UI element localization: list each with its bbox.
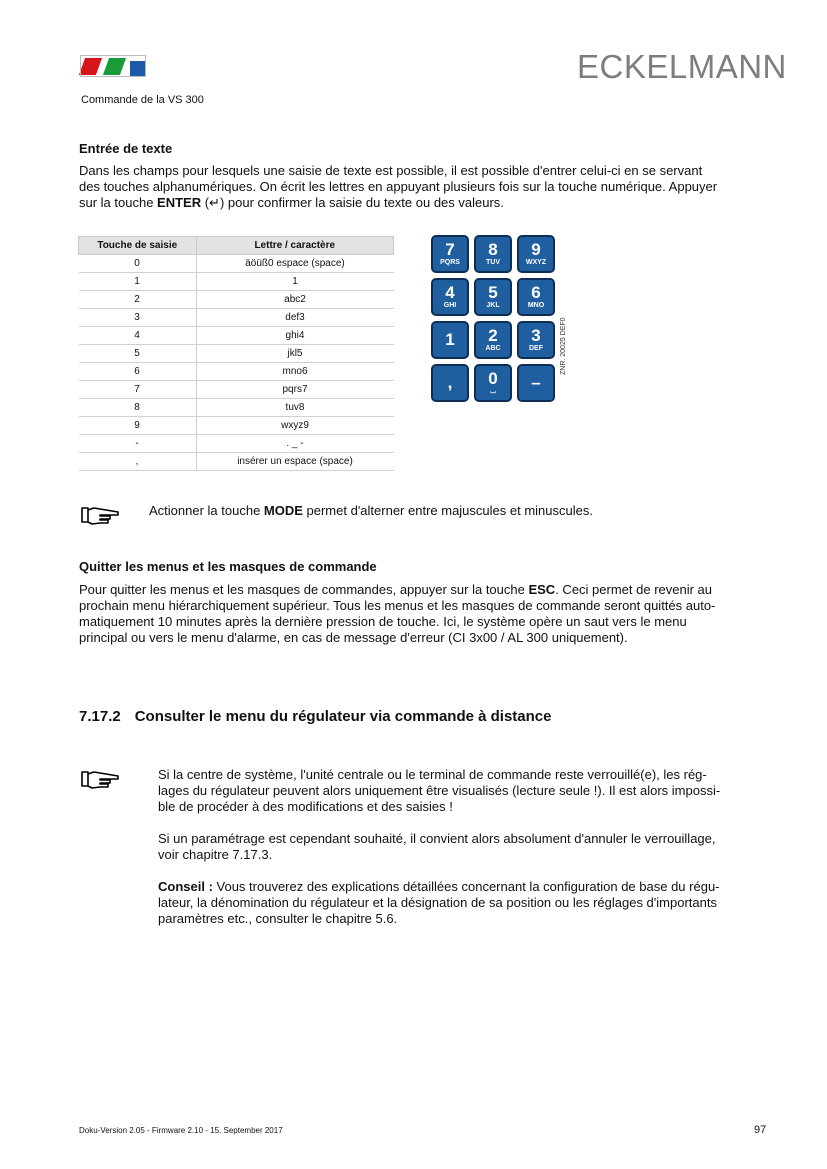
keypad-key bbox=[474, 235, 512, 273]
key-cell: 4 bbox=[79, 327, 197, 345]
keypad-key bbox=[431, 321, 469, 359]
key-number: 0 bbox=[488, 369, 498, 388]
key-letters: ⌴ bbox=[490, 388, 496, 395]
key-cell: 9 bbox=[79, 417, 197, 435]
keypad-key bbox=[474, 321, 512, 359]
key-number: 7 bbox=[445, 240, 455, 259]
document-subtitle: Commande de la VS 300 bbox=[81, 94, 204, 106]
keypad-key bbox=[431, 235, 469, 273]
keypad-key bbox=[474, 278, 512, 316]
page-number: 97 bbox=[754, 1124, 767, 1136]
character-cell: äöüß0 espace (space) bbox=[196, 255, 394, 273]
table-row bbox=[79, 309, 394, 327]
table-row bbox=[79, 273, 394, 291]
mode-key-note: Actionner la touche MODE permet d'alterner entre majuscules et minuscules. bbox=[149, 503, 593, 518]
section-heading-quit-menus: Quitter les menus et les masques de commande bbox=[79, 559, 377, 574]
key-cell: 6 bbox=[79, 363, 197, 381]
character-cell: pqrs7 bbox=[196, 381, 394, 399]
keypad-key bbox=[517, 364, 555, 402]
key-number: 8 bbox=[488, 240, 498, 259]
key-letters: TUV bbox=[486, 259, 500, 266]
key-cell: - bbox=[79, 435, 197, 453]
chapter-title: Consulter le menu du régulateur via commande à distance bbox=[134, 708, 552, 725]
keypad-key bbox=[431, 364, 469, 402]
table-row bbox=[79, 327, 394, 345]
table-row bbox=[79, 453, 394, 471]
keypad-key bbox=[431, 278, 469, 316]
table-row bbox=[79, 363, 394, 381]
character-cell: . _ - bbox=[196, 435, 394, 453]
character-cell: ghi4 bbox=[196, 327, 394, 345]
key-letters: MNO bbox=[527, 302, 545, 309]
tip-paragraph: Conseil : Vous trouverez des explications détaillées concernant la configuration de base du régu- lateur, la dénomination du régulateur et la désignation de sa position ou les réglages d'importants paramètres etc., consulter le chapitre 5.6. bbox=[158, 879, 720, 926]
keypad-key bbox=[517, 235, 555, 273]
key-number: 1 bbox=[445, 330, 455, 349]
table-row bbox=[79, 399, 394, 417]
key-cell: 2 bbox=[79, 291, 197, 309]
quit-menus-paragraph: Pour quitter les menus et les masques de commandes, appuyer sur la touche ESC. Ceci permet de revenir au prochain menu hiérarchiquement supérieur. Tous les menus et les masques de commande seront quittés auto- matiquement 10 minutes après la dernière pression de touche. Ici, le système opère un saut vers le menu principal ou vers le menu d'alarme, en cas de message d'erreur (CI 3x00 / AL 300 uniquement). bbox=[79, 582, 716, 645]
locked-note-paragraph: Si la centre de système, l'unité centrale ou le terminal de commande reste verrouillé(e), les rég- lages du régulateur peuvent alors uniquement être visualisés (lecture seule !). Il est alors impossi- ble de procéder à des modifications et des saisies ! bbox=[158, 767, 721, 814]
table-row bbox=[79, 345, 394, 363]
key-cell: 8 bbox=[79, 399, 197, 417]
key-number: 5 bbox=[488, 283, 498, 302]
pointing-hand-icon bbox=[80, 504, 120, 526]
table-row bbox=[79, 435, 394, 453]
key-cell: 0 bbox=[79, 255, 197, 273]
key-letters: ABC bbox=[485, 345, 501, 352]
key-cell: , bbox=[79, 453, 197, 471]
key-letters: PQRS bbox=[440, 259, 460, 266]
character-cell: tuv8 bbox=[196, 399, 394, 417]
keypad-key bbox=[474, 364, 512, 402]
pointing-hand-icon bbox=[80, 768, 120, 790]
key-number: 2 bbox=[488, 326, 498, 345]
table-row bbox=[79, 291, 394, 309]
character-cell: jkl5 bbox=[196, 345, 394, 363]
character-cell: insérer un espace (space) bbox=[196, 453, 394, 471]
key-number: – bbox=[531, 373, 541, 392]
key-number: 6 bbox=[531, 283, 541, 302]
keypad-key bbox=[517, 278, 555, 316]
key-number: 3 bbox=[531, 326, 541, 345]
key-character-table bbox=[78, 236, 394, 471]
key-letters: DEF bbox=[529, 345, 543, 352]
figure-code: ZNR. 20025 DEF0 bbox=[560, 317, 567, 375]
character-cell: mno6 bbox=[196, 363, 394, 381]
table-header-key: Touche de saisie bbox=[79, 237, 197, 255]
keypad-key bbox=[517, 321, 555, 359]
keypad-illustration bbox=[431, 235, 563, 403]
key-letters: WXYZ bbox=[525, 259, 547, 266]
section-heading-text-entry: Entrée de texte bbox=[79, 141, 173, 156]
key-cell: 1 bbox=[79, 273, 197, 291]
table-row bbox=[79, 417, 394, 435]
footer-version: Doku-Version 2.05 - Firmware 2.10 - 15. September 2017 bbox=[79, 1126, 283, 1135]
character-cell: 1 bbox=[196, 273, 394, 291]
key-number: 9 bbox=[531, 240, 541, 259]
key-cell: 5 bbox=[79, 345, 197, 363]
key-number: 4 bbox=[445, 283, 455, 302]
brand-name: ECKELMANN bbox=[577, 48, 787, 85]
table-header-character: Lettre / caractère bbox=[196, 237, 394, 255]
chapter-heading bbox=[79, 708, 552, 725]
key-number: , bbox=[447, 373, 453, 392]
key-cell: 7 bbox=[79, 381, 197, 399]
unlock-note-paragraph: Si un paramétrage est cependant souhaité, il convient alors absolument d'annuler le verrouillage, voir chapitre 7.17.3. bbox=[158, 831, 716, 862]
character-cell: def3 bbox=[196, 309, 394, 327]
key-cell: 3 bbox=[79, 309, 197, 327]
table-row bbox=[79, 381, 394, 399]
table-row bbox=[79, 255, 394, 273]
text-entry-paragraph: Dans les champs pour lesquels une saisie de texte est possible, il est possible d'entrer celui-ci en se servant des touches alphanumériques. On écrit les lettres en appuyant plusieurs fois sur la touche numérique. Appuyer sur la touche ENTER (↵) pour confirmer la saisie du texte ou des valeurs. bbox=[79, 163, 718, 210]
character-cell: wxyz9 bbox=[196, 417, 394, 435]
key-letters: GHI bbox=[443, 302, 457, 309]
character-cell: abc2 bbox=[196, 291, 394, 309]
chapter-number: 7.17.2 bbox=[79, 708, 121, 725]
key-letters: JKL bbox=[486, 302, 500, 309]
